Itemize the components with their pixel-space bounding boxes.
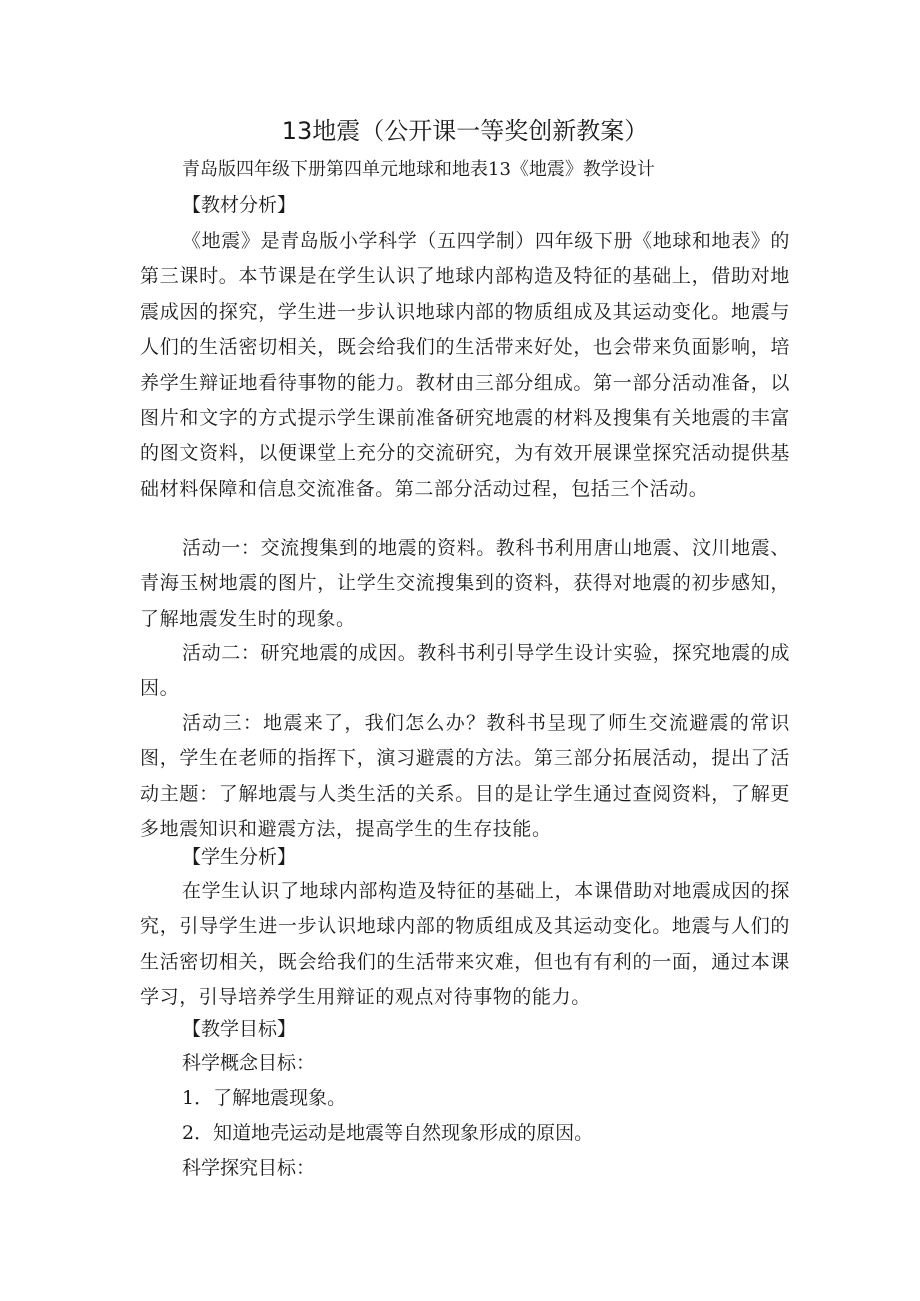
paragraph-activity-2: 活动二：研究地震的成因。教科书利引导学生设计实验，探究地震的成因。 — [140, 642, 790, 700]
paragraph-activity-1: 活动一：交流搜集到的地震的资料。教科书利用唐山地震、汶川地震、青海玉树地震的图片，让学生交流搜集到的资料，获得对地震的初步感知，了解地震发生时的现象。 — [140, 537, 790, 630]
paragraph-student-analysis: 在学生认识了地球内部构造及特征的基础上，本课借助对地震成因的探究，引导学生进一步认识地球内部的物质组成及其运动变化。地震与人们的生活密切相关，既会给我们的生活带来灾难，但也有有利的一面，通过本课学习，引导培养学生用辩证的观点对待事物的能力。 — [140, 880, 790, 1009]
heading-textbook-analysis: 【教材分析】 — [182, 194, 297, 216]
heading-student-analysis: 【学生分析】 — [182, 846, 297, 868]
goal-item-2: 2．知道地壳运动是地震等自然现象形成的原因。 — [182, 1122, 594, 1144]
paragraph-textbook-analysis: 《地震》是青岛版小学科学（五四学制）四年级下册《地球和地表》的第三课时。本节课是在学生认识了地球内部构造及特征的基础上，借助对地震成因的探究，学生进一步认识地球内部的物质组成及其运动变化。地震与人们的生活密切相关，既会给我们的生活带来好处，也会带来负面影响，培养学生辩证地看待事物的能力。教材由三部分组成。第一部分活动准备，以图片和文字的方式提示学生课前准备研究地震的材料及搜集有关地震的丰富的图文资料，以便课堂上充分的交流研究，为有效开展课堂探究活动提供基础材料保障和信息交流准备。第二部分活动过程，包括三个活动。 — [140, 230, 790, 500]
label-science-inquiry-goals: 科学探究目标： — [182, 1157, 316, 1179]
document-title: 13地震（公开课一等奖创新教案） — [281, 117, 649, 145]
paragraph-activity-3: 活动三：地震来了，我们怎么办？教科书呈现了师生交流避震的常识图，学生在老师的指挥下，演习避震的方法。第三部分拓展活动，提出了活动主题：了解地震与人类生活的关系。目的是让学生通过查阅资料，了解更多地震知识和避震方法，提高学生的生存技能。 — [140, 712, 790, 841]
label-science-concept-goals: 科学概念目标： — [182, 1052, 316, 1074]
document-subtitle: 青岛版四年级下册第四单元地球和地表13《地震》教学设计 — [182, 159, 655, 180]
goal-item-1: 1．了解地震现象。 — [182, 1087, 347, 1109]
heading-teaching-goals: 【教学目标】 — [182, 1018, 297, 1040]
